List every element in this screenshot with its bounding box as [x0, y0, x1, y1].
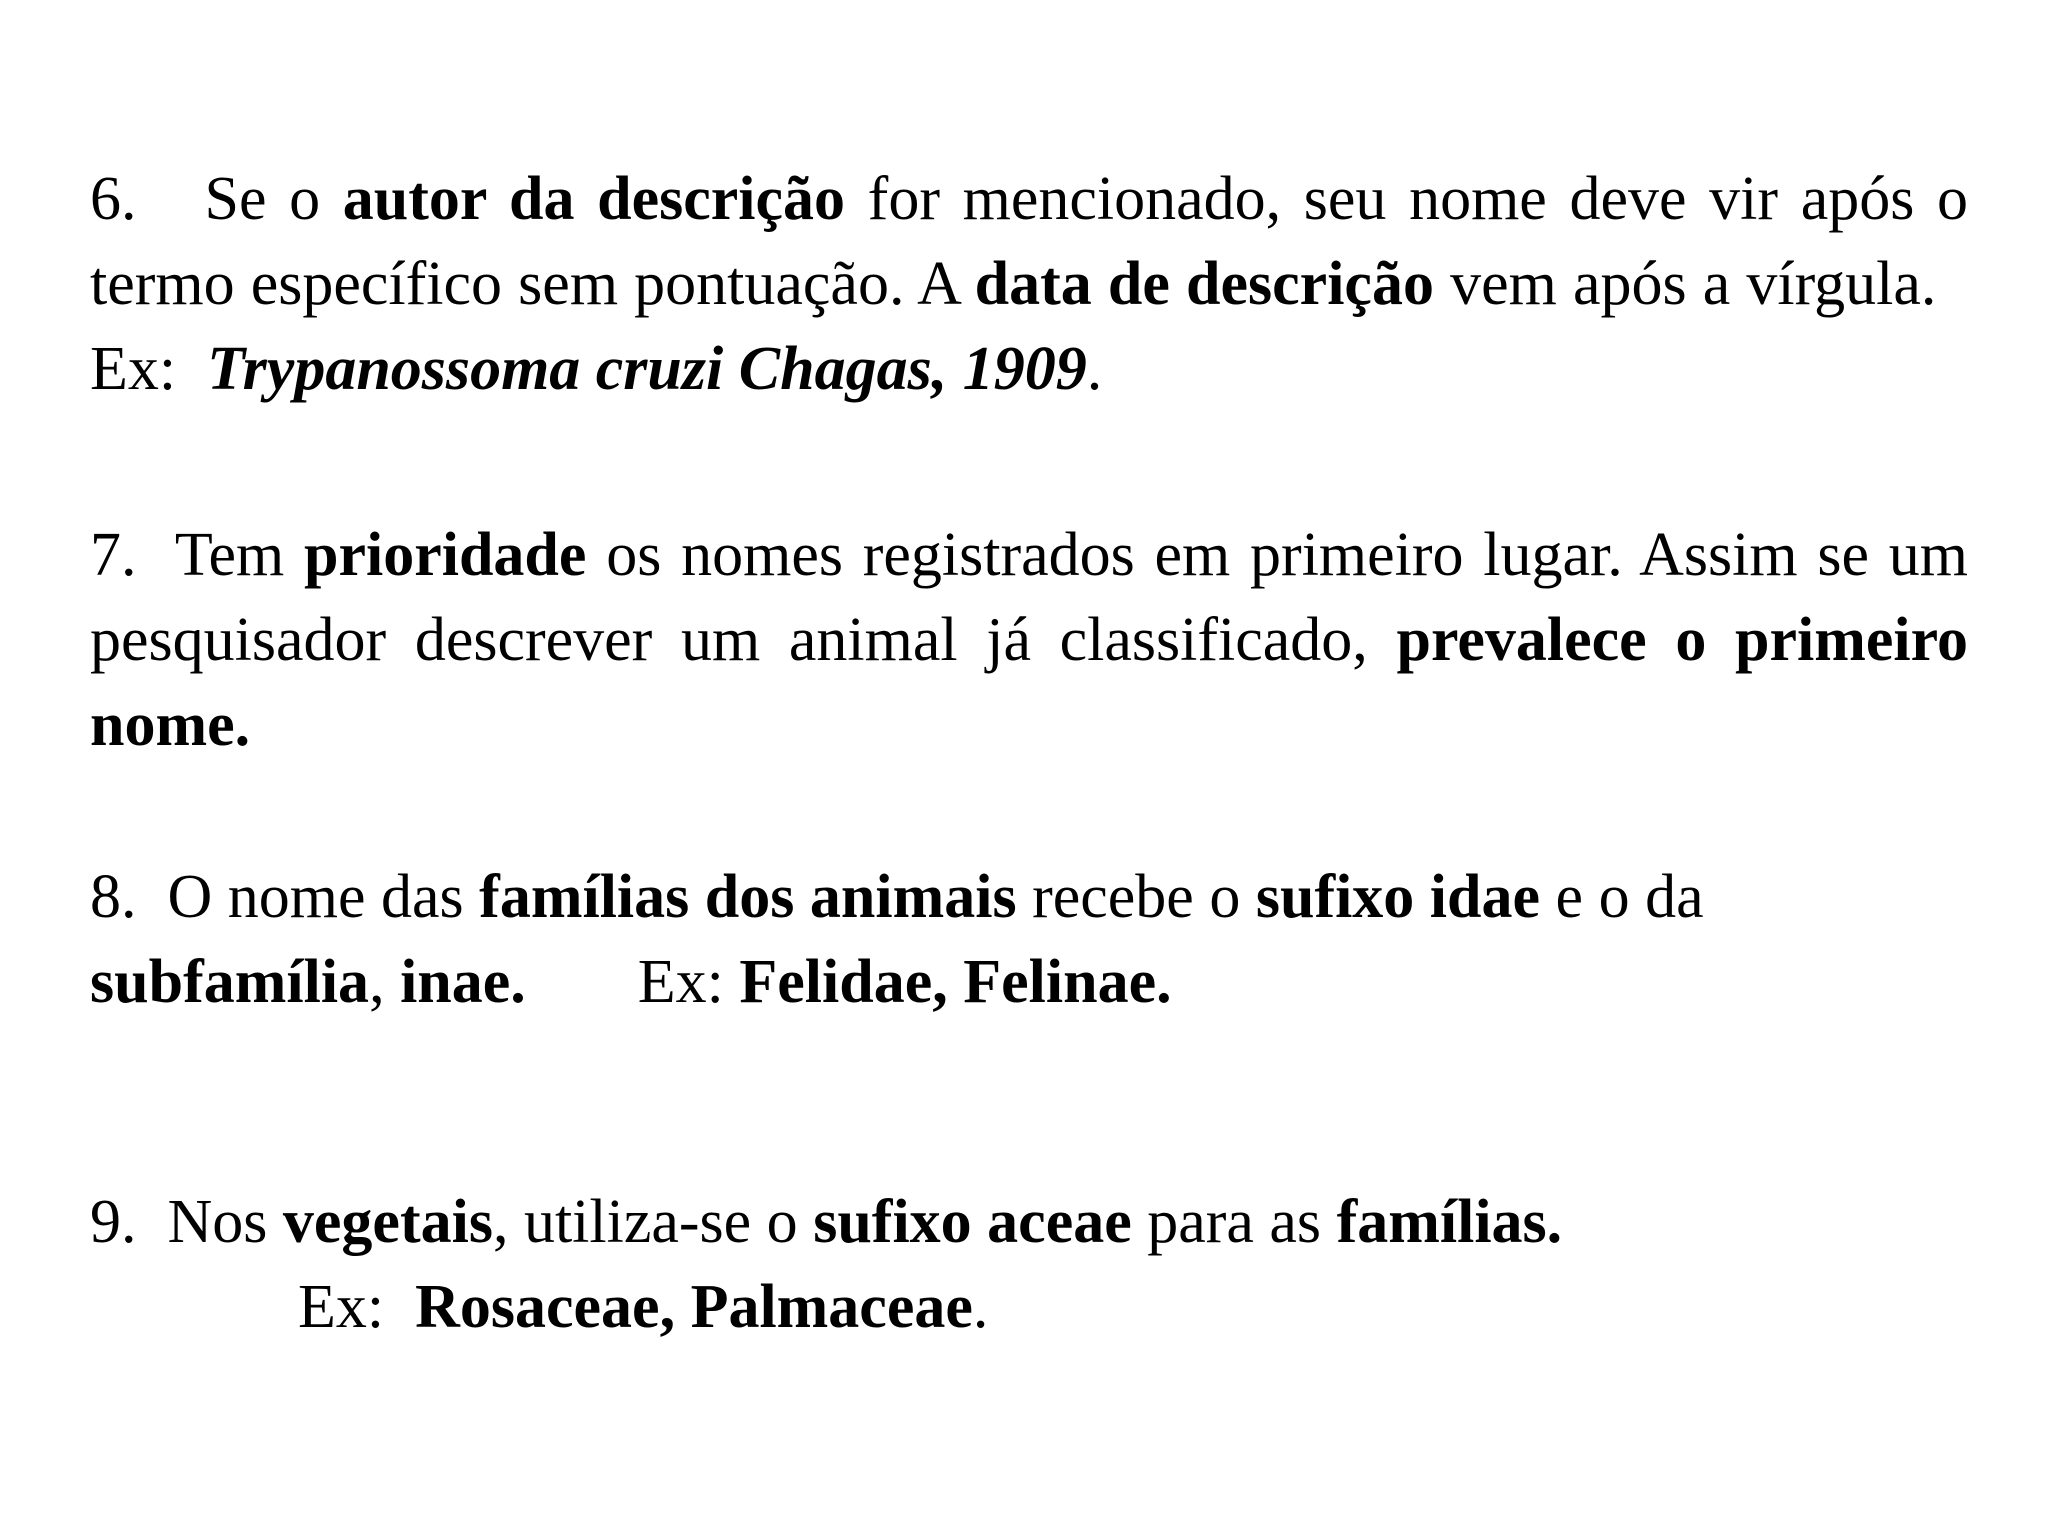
- rule-text: os nomes registrados em primeiro lugar. Assim se um pesquisador descrever um animal já classificado,: [90, 521, 1968, 674]
- example-text: Trypanossoma cruzi Chagas, 1909: [207, 335, 1087, 403]
- rule-8-paragraph: [90, 855, 1968, 1025]
- example-text: Rosaceae, Palmaceae: [415, 1273, 973, 1341]
- rule-text: Nos: [167, 1188, 268, 1256]
- example-text: Felidae, Felinae.: [739, 948, 1172, 1016]
- rule-text: e o da: [1555, 863, 1704, 931]
- example-label: Ex:: [637, 948, 724, 1016]
- example-label: Ex:: [298, 1273, 385, 1341]
- rule-number: 9.: [90, 1188, 137, 1256]
- rule-text: for mencionado, seu nome deve vir após o termo específico sem pontuação. A: [90, 165, 1969, 318]
- rule-text: .: [972, 1273, 989, 1341]
- rule-emphasis: subfamília: [90, 948, 370, 1016]
- example-label: Ex:: [90, 335, 177, 403]
- rule-text: .: [1086, 335, 1103, 403]
- rule-number: 6.: [90, 165, 137, 233]
- rule-emphasis: sufixo aceae: [813, 1188, 1132, 1256]
- rule-number: 7.: [90, 521, 137, 589]
- rule-text: vem após a vírgula.: [1450, 250, 1937, 318]
- rule-emphasis: data de descrição: [974, 250, 1434, 318]
- rule-emphasis: autor da descrição: [342, 165, 846, 233]
- rule-emphasis: famílias dos animais: [479, 863, 1017, 931]
- rule-number: 8.: [90, 863, 137, 931]
- rule-emphasis: famílias.: [1336, 1188, 1563, 1256]
- rule-emphasis: sufixo idae: [1255, 863, 1541, 931]
- rule-text: , utiliza-se o: [492, 1188, 798, 1256]
- rule-7-paragraph: [90, 513, 1968, 768]
- rule-9-paragraph: [90, 1180, 1968, 1350]
- rule-6-paragraph: [90, 157, 1968, 412]
- rule-text: ,: [369, 948, 385, 1016]
- rule-emphasis: inae.: [400, 948, 526, 1016]
- rule-emphasis: prioridade: [303, 521, 587, 589]
- rule-text: Se o: [204, 165, 321, 233]
- rule-text: Tem: [174, 521, 285, 589]
- rule-emphasis: prevalece o primeiro nome.: [90, 606, 1969, 759]
- rule-text: recebe o: [1032, 863, 1241, 931]
- rule-text: O nome das: [167, 863, 464, 931]
- rule-emphasis: vegetais: [282, 1188, 493, 1256]
- rule-text: para as: [1147, 1188, 1322, 1256]
